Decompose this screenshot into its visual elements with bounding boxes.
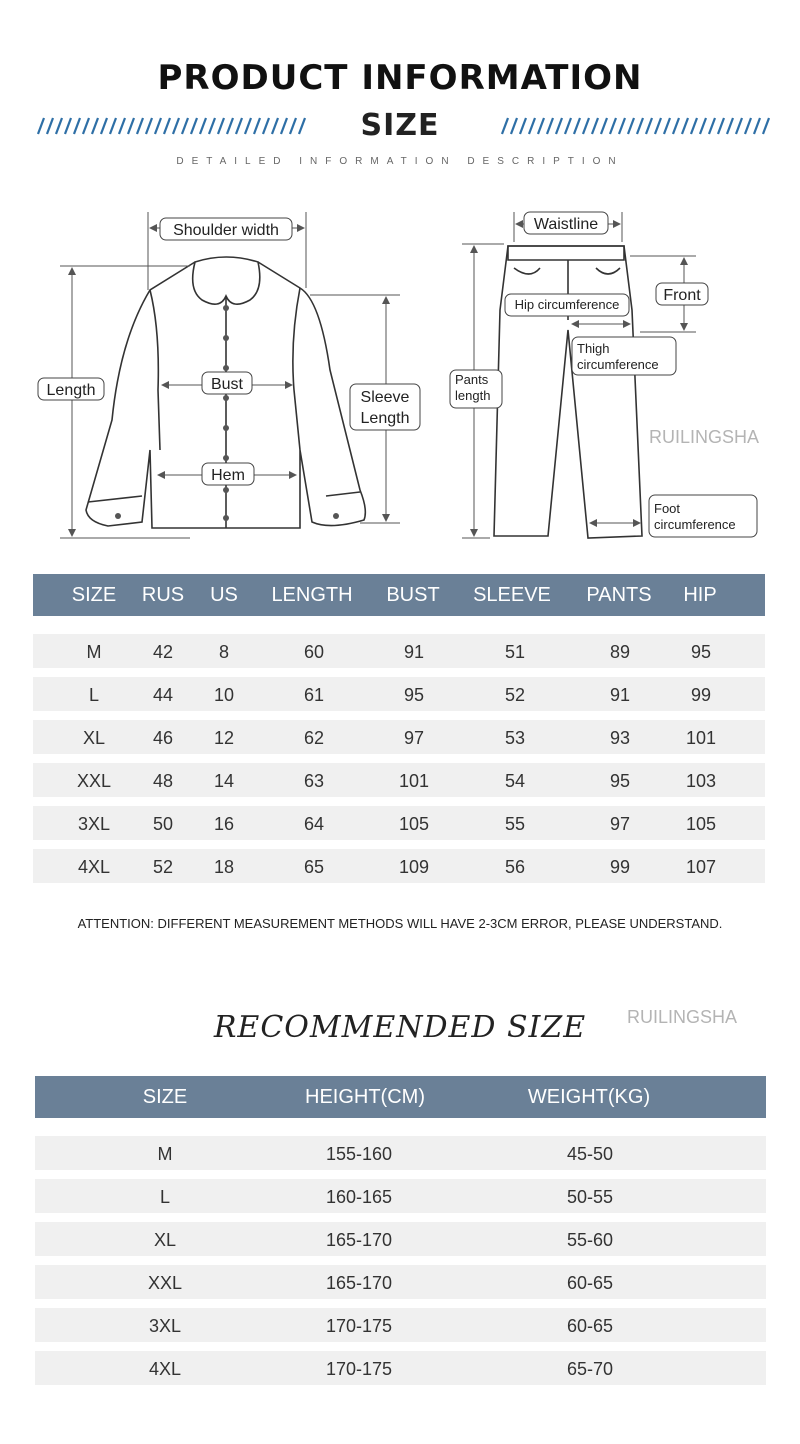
cell-us: 12 — [213, 728, 235, 748]
recommended-table-header — [35, 1076, 766, 1118]
cell-bust: 91 — [403, 642, 425, 662]
cell-us: 8 — [218, 642, 229, 662]
cell-length: 64 — [303, 814, 325, 834]
cell-hip: 101 — [685, 728, 717, 748]
cell-bust: 109 — [398, 857, 430, 877]
page-title: PRODUCT INFORMATION — [157, 58, 643, 98]
col-us: US — [210, 584, 238, 606]
cell-size: M — [86, 642, 102, 662]
rec-cell-size: 4XL — [148, 1359, 182, 1379]
label-thigh-1: Thigh — [577, 341, 610, 356]
rec-cell-weight: 45-50 — [566, 1144, 614, 1164]
cell-sleeve: 51 — [504, 642, 526, 662]
size-subtitle: SIZE — [360, 108, 440, 143]
cell-length: 65 — [303, 857, 325, 877]
rec-cell-size: L — [159, 1187, 170, 1207]
cell-size: 3XL — [77, 814, 111, 834]
cell-length: 60 — [303, 642, 325, 662]
cell-hip: 107 — [685, 857, 717, 877]
cell-pants: 95 — [609, 771, 631, 791]
table-row — [33, 849, 765, 883]
cell-bust: 101 — [398, 771, 430, 791]
col-sleeve: SLEEVE — [473, 584, 551, 606]
label-length: Length — [46, 382, 96, 399]
rec-cell-weight: 65-70 — [566, 1359, 614, 1379]
rec-cell-size: XXL — [147, 1273, 183, 1293]
label-shoulder-width: Shoulder width — [173, 222, 279, 239]
rec-col-height: HEIGHT(CM) — [305, 1086, 425, 1108]
rec-col-weight: WEIGHT(KG) — [527, 1086, 651, 1108]
measurement-diagram — [0, 190, 800, 560]
rec-cell-size: XL — [153, 1230, 177, 1250]
rec-cell-size: 3XL — [148, 1316, 182, 1336]
shirt-buttons — [115, 305, 339, 521]
table-row — [33, 720, 765, 754]
cell-size: 4XL — [77, 857, 111, 877]
attention-note: ATTENTION: DIFFERENT MEASUREMENT METHODS WILL HAVE 2-3CM ERROR, PLEASE UNDERSTAND. — [77, 916, 723, 931]
cell-us: 10 — [213, 685, 235, 705]
label-foot-2: circumference — [654, 517, 736, 532]
cell-us: 14 — [213, 771, 235, 791]
table-row — [35, 1136, 766, 1170]
rec-cell-height: 170-175 — [325, 1316, 393, 1336]
pants-outline — [494, 246, 642, 538]
label-sleeve-2: Length — [360, 410, 410, 427]
cell-rus: 50 — [152, 814, 174, 834]
cell-sleeve: 55 — [504, 814, 526, 834]
rec-cell-height: 170-175 — [325, 1359, 393, 1379]
cell-rus: 44 — [152, 685, 174, 705]
rec-cell-weight: 60-65 — [566, 1316, 614, 1336]
cell-sleeve: 56 — [504, 857, 526, 877]
cell-pants: 89 — [609, 642, 631, 662]
right-slash-divider — [498, 116, 770, 136]
cell-pants: 93 — [609, 728, 631, 748]
col-rus: RUS — [141, 584, 185, 606]
cell-pants: 91 — [609, 685, 631, 705]
cell-size: XL — [82, 728, 106, 748]
label-foot-1: Foot — [654, 501, 681, 516]
label-pants-1: Pants — [455, 372, 489, 387]
cell-pants: 99 — [609, 857, 631, 877]
cell-size: XXL — [76, 771, 112, 791]
cell-bust: 97 — [403, 728, 425, 748]
label-front: Front — [663, 287, 701, 304]
recommended-watermark: RUILINGSHA — [627, 1007, 738, 1027]
rec-cell-weight: 60-65 — [566, 1273, 614, 1293]
col-pants: PANTS — [586, 584, 652, 606]
table-row — [35, 1308, 766, 1342]
cell-hip: 99 — [690, 685, 712, 705]
table-row — [35, 1222, 766, 1256]
rec-cell-height: 165-170 — [325, 1230, 393, 1250]
rec-cell-height: 155-160 — [325, 1144, 393, 1164]
rec-cell-weight: 55-60 — [566, 1230, 614, 1250]
size-table-header — [33, 574, 765, 616]
table-row — [33, 677, 765, 711]
cell-hip: 105 — [685, 814, 717, 834]
label-hip: Hip circumference — [514, 297, 620, 312]
table-row — [33, 763, 765, 797]
label-sleeve-1: Sleeve — [360, 389, 410, 406]
cell-length: 62 — [303, 728, 325, 748]
table-row — [33, 634, 765, 668]
rec-cell-height: 165-170 — [325, 1273, 393, 1293]
cell-size: L — [88, 685, 99, 705]
rec-cell-weight: 50-55 — [566, 1187, 614, 1207]
col-size: SIZE — [71, 584, 117, 606]
col-length: LENGTH — [271, 584, 353, 606]
label-pants-2: length — [455, 388, 491, 403]
cell-pants: 97 — [609, 814, 631, 834]
cell-sleeve: 53 — [504, 728, 526, 748]
tagline: DETAILED INFORMATION DESCRIPTION — [176, 156, 624, 167]
cell-rus: 42 — [152, 642, 174, 662]
cell-rus: 46 — [152, 728, 174, 748]
label-thigh-2: circumference — [577, 357, 659, 372]
col-bust: BUST — [386, 584, 440, 606]
cell-sleeve: 54 — [504, 771, 526, 791]
cell-rus: 52 — [152, 857, 174, 877]
table-row — [35, 1351, 766, 1385]
table-row — [33, 806, 765, 840]
cell-us: 18 — [213, 857, 235, 877]
label-hem: Hem — [211, 467, 245, 484]
cell-hip: 103 — [685, 771, 717, 791]
cell-sleeve: 52 — [504, 685, 526, 705]
cell-hip: 95 — [690, 642, 712, 662]
cell-length: 61 — [303, 685, 325, 705]
table-row — [35, 1179, 766, 1213]
cell-bust: 95 — [403, 685, 425, 705]
diagram-watermark: RUILINGSHA — [648, 427, 760, 447]
cell-length: 63 — [303, 771, 325, 791]
cell-us: 16 — [213, 814, 235, 834]
cell-bust: 105 — [398, 814, 430, 834]
rec-cell-size: M — [157, 1144, 173, 1164]
table-row — [35, 1265, 766, 1299]
rec-cell-height: 160-165 — [325, 1187, 393, 1207]
recommended-title: RECOMMENDED SIZE — [213, 1010, 587, 1045]
label-bust: Bust — [210, 376, 244, 393]
col-hip: HIP — [683, 584, 717, 606]
label-waistline: Waistline — [533, 216, 599, 233]
rec-col-size: SIZE — [142, 1086, 188, 1108]
cell-rus: 48 — [152, 771, 174, 791]
shirt-labels — [38, 218, 420, 485]
